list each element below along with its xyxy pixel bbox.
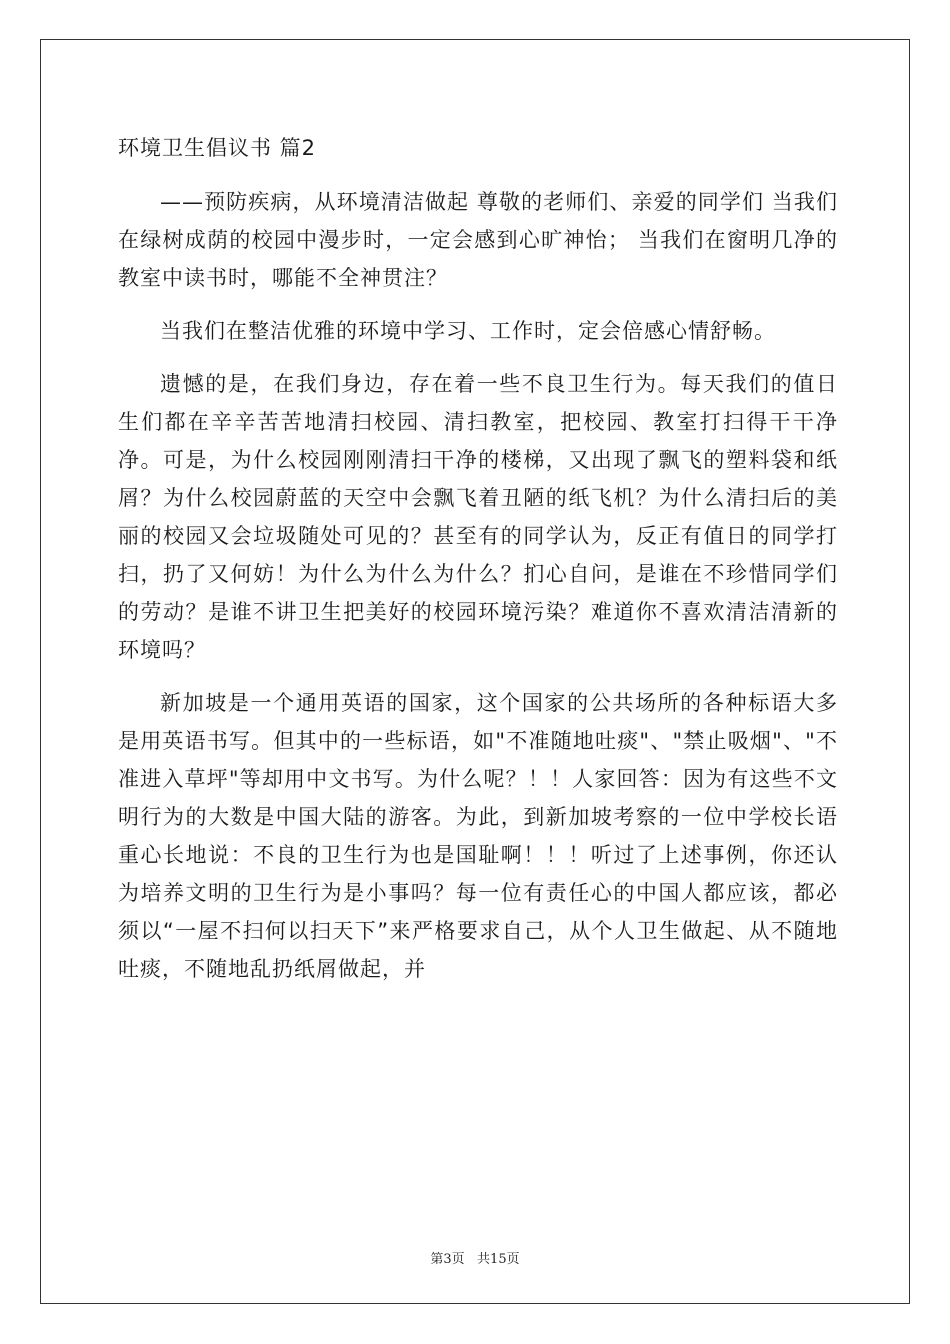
paragraph-bad-habits: 遗憾的是，在我们身边，存在着一些不良卫生行为。每天我们的值日生们都在辛辛苦苦地清扫校园、清扫教室，把校园、教室打扫得干干净净。可是，为什么校园刚刚清扫干净的楼梯，又出现了飘飞的塑料袋和纸屑？为什么校园蔚蓝的天空中会飘飞着丑陋的纸飞机？为什么清扫后的美丽的校园又会垃圾随处可见的？甚至有的同学认为，反正有值日的同学打扫，扔了又何妨！为什么为什么为什么？扪心自问，是谁在不珍惜同学们的劳动？是谁不讲卫生把美好的校园环境污染？难道你不喜欢清洁清新的环境吗？: [118, 372, 838, 662]
paragraph-intro: ——预防疾病，从环境清洁做起 尊敬的老师们、亲爱的同学们 当我们在绿树成荫的校园中漫步时，一定会感到心旷神怡； 当我们在窗明几净的教室中读书时，哪能不全神贯注？: [118, 190, 838, 290]
paragraph-singapore: 新加坡是一个通用英语的国家，这个国家的公共场所的各种标语大多是用英语书写。但其中的一些标语，如"不准随地吐痰"、"禁止吸烟"、"不准进入草坪"等却用中文书写。为什么呢？！！人家回答：因为有这些不文明行为的大数是中国大陆的游客。为此，到新加坡考察的一位中学校长语重心长地说：不良的卫生行为也是国耻啊！！！听过了上述事例，你还认为培养文明的卫生行为是小事吗？每一位有责任心的中国人都应该，都必须以“一屋不扫何以扫天下”来严格要求自己，从个人卫生做起、从不随地吐痰，不随地乱扔纸屑做起，并: [118, 691, 838, 981]
paragraph-environment: 当我们在整洁优雅的环境中学习、工作时，定会倍感心情舒畅。: [160, 319, 776, 343]
document-body: [118, 128, 838, 1003]
page-number-footer: 第3页 共15页: [430, 1252, 520, 1267]
document-heading: 环境卫生倡议书 篇2: [118, 136, 317, 160]
